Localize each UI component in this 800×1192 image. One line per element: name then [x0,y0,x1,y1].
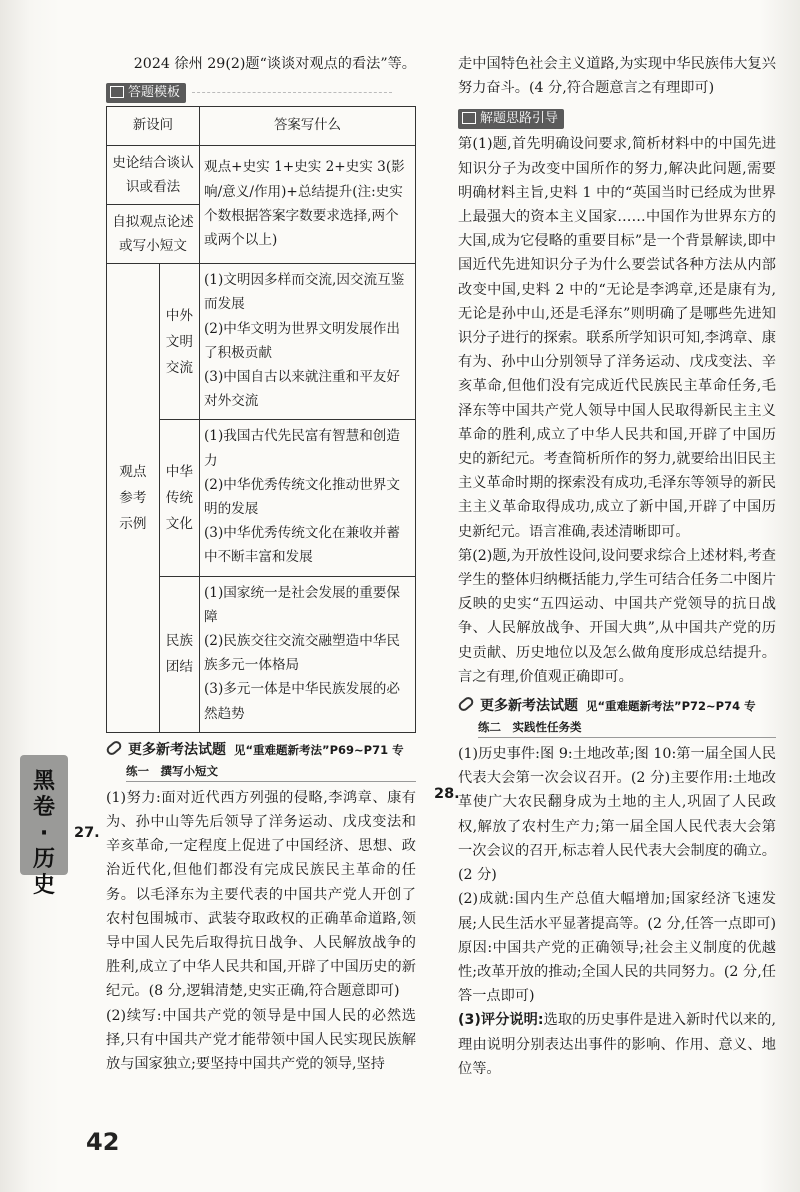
more1-sub: 练一 撰写小短文 [126,762,416,782]
template-badge [106,83,186,103]
q27-continued: 走中国特色社会主义道路,为实现中华民族伟大复兴努力奋斗。(4 分,符合题意言之有理即可) [458,56,776,97]
q27-part2: (2)续写:中国共产党的领导是中国人民的必然选择,只有中国共产党才能带领中国人民实现民族解放与国家独立;要坚持中国共产党的领导,坚持 [106,1007,416,1073]
more-tests-2 [458,695,776,718]
more-tests-1 [106,739,416,762]
row1-label: 史论结合谈认识或看法 [107,146,200,205]
guide-header [458,106,776,130]
sub2-items [200,420,416,576]
sub2-label-text: 中华传统文化 [165,464,193,533]
more2-sub: 练二 实践性任务类 [478,718,776,738]
template-badge-label: 答题模板 [128,85,181,101]
side-tab-text: 黑卷·历史 [32,769,55,898]
right-column [458,52,776,1081]
q28-part1: (1)历史事件:图 9:土地改革;图 10:第一届全国人民代表大会第一次会议召开。(2 分)主要作用:土地改革使广大农民翻身成为土地的主人,巩固了人民政权,解放了农村生产力;第一届全国人民代表大会第一次会议的召开,标志着人民代表大会制度的确立。(2 分) [458,746,776,884]
template-header [106,80,416,104]
sub2-item: (2)中华优秀传统文化推动世界文明的发展 [204,476,400,518]
guide-part2: 第(2)题,为开放性设问,设问要求综合上述材料,考查学生的整体归纳概括能力,学生可结合任务二中图片反映的史实“五四运动、中国共产党领导的抗日战争、人民解放战争、开国大典”,从中国共产党的历史贡献、历史地位以及怎么做角度形成总结提升。言之有理,价值观正确即可。 [458,547,776,685]
more1-title: 更多新考法试题 [128,741,226,758]
q28-part2: (2)成就:国内生产总值大幅增加;国家经济飞速发展;人民生活水平显著提高等。(2 分,任答一点即可)原因:中国共产党的正确领导;社会主义制度的优越性;改革开放的推动;全国人民的共同努力。(2 分,任答一点即可) [458,891,776,1005]
row2-label: 自拟观点论述或写小短文 [107,205,200,264]
q28-part3-text: 选取的历史事件是进入新时代以来的,理由说明分别表达出事件的影响、作用、意义、地位等。 [458,1012,776,1077]
link-icon [457,695,476,713]
guide-badge-label: 解题思路引导 [480,111,559,127]
sub1-items [200,264,416,420]
left-column [106,52,416,1076]
sub1-item: (1)文明因多样而交流,因交流互鉴而发展 [204,272,405,313]
q28-part3-label: (3)评分说明: [458,1012,544,1029]
sub1-item: (2)中华文明为世界文明发展作出了积极贡献 [204,320,400,361]
sub1-label [159,264,199,420]
sub3-items [200,576,416,732]
sub3-item: (3)多元一体是中华民族发展的必然趋势 [204,681,400,722]
q27-number: 27. [74,825,100,841]
group-label [107,264,160,733]
group-label-text: 观点参考示例 [119,464,147,533]
sub1-item: (3)中国自古以来就注重和平友好对外交流 [204,369,400,410]
intro-line: 2024 徐州 29(2)题“谈谈对观点的看法”等。 [133,56,416,72]
dashed-divider [192,92,392,93]
sub3-item: (2)民族交往交流交融塑造中华民族多元一体格局 [204,633,400,674]
pencil-icon [462,112,476,124]
sub3-item: (1)国家统一是社会发展的重要保障 [204,584,400,625]
guide-part1: 第(1)题,首先明确设问要求,简析材料中的中国先进知识分子为改变中国所作的努力,解决此问题,需要明确材料主旨,史料 1 中的“英国当时已经成为世界上最强大的资本主义国家……中国作为世界东方的大国,成为它侵略的重要目标”是一个背景解读,即中国近代先进知识分子为什么要尝试各种方法从内部改变中国,史料 2 中的“无论是李鸿章,还是康有为,无论是孙中山,还是毛泽东”则明确了是哪些先进知识分子进行的探索。联系所学知识可知,李鸿章、康有为、孙中山分别领导了洋务运动、戊戌变法、辛亥革命,但他们没有完成近代民族民主革命任务,毛泽东等中国共产党人领导中国人民取得新民主主义革命的胜利,成立了中华人民共和国,开辟了中国历史的新纪元。考查简析所作的努力,就要给出旧民主主义革命时期的探索没有成功,毛泽东等领导的新民主主义革命取得成功,成立了新中国,开辟了中国历史新纪元。语言准确,表述清晰即可。 [458,136,776,540]
link-icon [105,739,124,757]
book-icon [110,86,124,98]
sub3-label [159,576,199,732]
sub1-label-text: 中外文明交流 [165,307,193,376]
sub2-item: (1)我国古代先民富有智慧和创造力 [204,428,400,469]
side-tab-label [20,755,68,898]
table-header-question: 新设问 [107,107,200,146]
page-number: 42 [86,1128,120,1156]
answer-template-table [106,106,416,733]
q28-part3 [458,1008,776,1081]
table-header-answer: 答案写什么 [200,107,416,146]
sub2-label [159,420,199,576]
more2-ref: 见“重难题新考法”P72~P74 专 [586,699,756,714]
more1-ref: 见“重难题新考法”P69~P71 专 [234,742,404,757]
sub2-item: (3)中华优秀传统文化在兼收并蓄中不断丰富和发展 [204,525,400,566]
guide-badge [458,109,564,129]
row12-answer: 观点+史实 1+史实 2+史实 3(影响/意义/作用)+总结提升(注:史实个数根据答案字数要求选择,两个或两个以上) [200,146,416,264]
q27-part1: (1)努力:面对近代西方列强的侵略,李鸿章、康有为、孙中山等先后领导了洋务运动、戊戌变法和辛亥革命,一定程度上促进了中国经济、思想、政治近代化,但他们都没有完成民族民主革命的任务。以毛泽东为主要代表的中国共产党人开创了农村包围城市、武装夺取政权的正确革命道路,领导中国人民先后取得抗日战争、人民解放战争的胜利,成立了中华人民共和国,开辟了中国历史的新纪元。(8 分,逻辑清楚,史实正确,符合题意即可) [106,789,416,1000]
more2-title: 更多新考法试题 [480,698,578,715]
q28-number: 28. [434,786,460,802]
sub3-label-text: 民族团结 [165,633,193,676]
